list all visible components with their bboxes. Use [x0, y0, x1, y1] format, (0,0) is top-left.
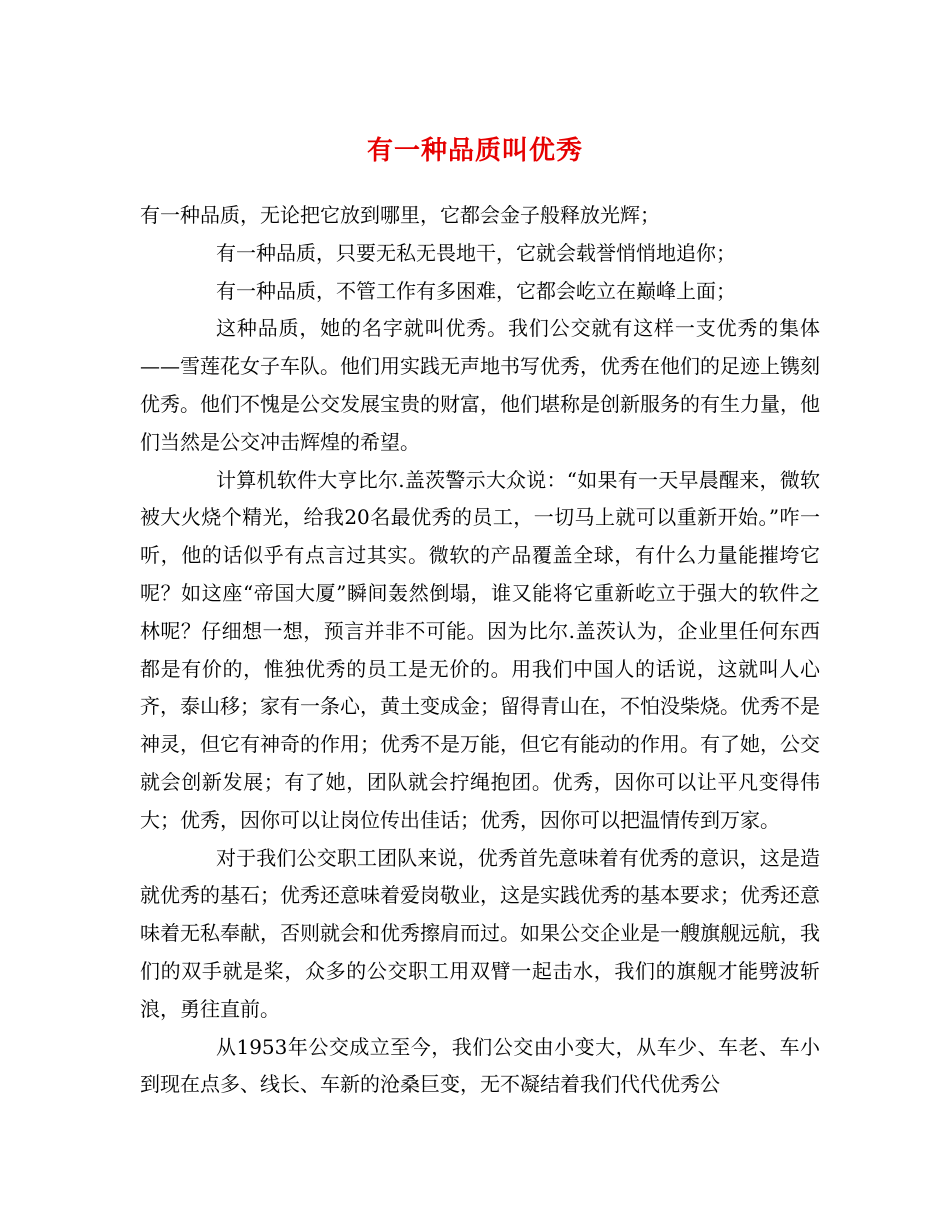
paragraph-3: 有一种品质，不管工作有多困难，它都会屹立在巅峰上面； [216, 278, 736, 303]
document-title: 有一种品质叫优秀 [366, 136, 583, 166]
paragraph-1: 有一种品质，无论把它放到哪里，它都会金子般释放光辉； [140, 203, 660, 227]
paragraph-5: 计算机软件大亨比尔.盖茨警示大众说：“如果有一天早晨醒来，微软被大火烧个精光，给我20名最优秀的员工，一切马上就可以重新开始。”咋一听，他的话似乎有点言过其实。微软的产品覆盖全球，有什么力量能摧垮它呢？如这座“帝国大厦”瞬间轰然倒塌，谁又能将它重新屹立于强大的软件之林呢？仔细想一想，预言并非不可能。因为比尔.盖茨认为，企业里任何东西都是有价的，惟独优秀的员工是无价的。用我们中国人的话说，这就叫人心齐，泰山移；家有一条心，黄土变成金；留得青山在，不怕没柴烧。优秀不是神灵，但它有神奇的作用；优秀不是万能，但它有能动的作用。有了她，公交就会创新发展；有了她，团队就会拧绳抱团。优秀，因你可以让平凡变得伟大；优秀，因你可以让岗位传出佳话；优秀，因你可以把温情传到万家。 [140, 467, 820, 832]
paragraph-2: 有一种品质，只要无私无畏地干，它就会载誉悄悄地追你； [216, 240, 736, 265]
document-body [140, 197, 820, 1104]
paragraph-4: 这种品质，她的名字就叫优秀。我们公交就有这样一支优秀的集体——雪莲花女子车队。他们用实践无声地书写优秀，优秀在他们的足迹上镌刻优秀。他们不愧是公交发展宝贵的财富，他们堪称是创新服务的有生力量，他们当然是公交冲击辉煌的希望。 [140, 316, 820, 454]
paragraph-7: 从1953年公交成立至今，我们公交由小变大，从车少、车老、车小到现在点多、线长、车新的沧桑巨变，无不凝结着我们代代优秀公 [140, 1034, 820, 1097]
paragraph-6: 对于我们公交职工团队来说，优秀首先意味着有优秀的意识，这是造就优秀的基石；优秀还意味着爱岗敬业，这是实践优秀的基本要求；优秀还意味着无私奉献，否则就会和优秀擦肩而过。如果公交企业是一艘旗舰远航，我们的双手就是桨，众多的公交职工用双臂一起击水，我们的旗舰才能劈波斩浪，勇往直前。 [140, 845, 820, 1021]
